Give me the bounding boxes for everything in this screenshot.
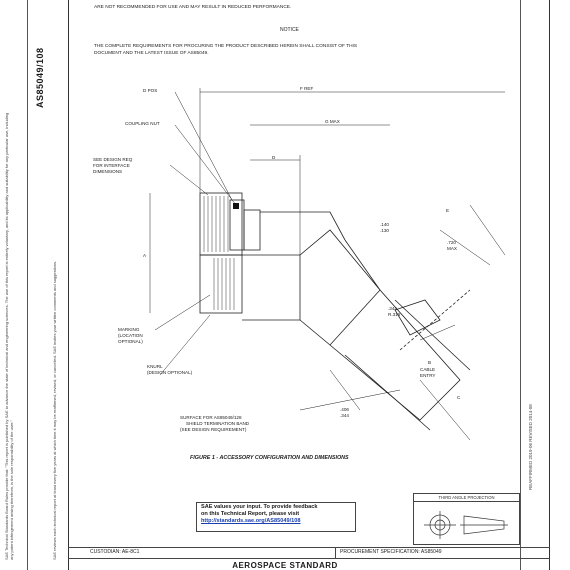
figure-caption: FIGURE 1 - ACCESSORY CONFIGURATION AND DIMENSIONS	[190, 455, 349, 461]
feedback-line-1: SAE values your input. To provide feedback	[201, 504, 318, 510]
label-c: C	[457, 395, 461, 400]
document-number: AS85049/108	[35, 47, 45, 108]
label-coupling-nut: COUPLING NUT	[125, 121, 160, 126]
label-b: B	[428, 360, 432, 365]
aerospace-standard-title: AEROSPACE STANDARD	[232, 561, 338, 570]
footer-row	[68, 547, 550, 559]
accessory-body	[242, 255, 300, 320]
label-d-pos: D POS	[143, 88, 158, 93]
label-optional: OPTIONAL)	[118, 339, 143, 344]
label-max: MAX	[447, 246, 457, 251]
label-dim-344: .344	[388, 306, 397, 311]
sae-rules-text: SAE Technical Standards Board Rules provide that: "This report is published by SAE to advance the state of technical and engineering sciences. The use of this report is entirely voluntary, and its applicability and suitability for any particular use, including any patent infringement arising therefrom, is the sole responsibility of the user."	[4, 112, 14, 560]
feedback-link[interactable]: http://standards.sae.org/AS85049/108	[201, 518, 301, 524]
label-a: A	[143, 253, 147, 258]
label-f-ref: F REF	[300, 86, 314, 91]
coupling-nut-body	[200, 193, 242, 255]
notice-body-line-2: DOCUMENT AND THE LATEST ISSUE OF AS85049.	[94, 51, 209, 56]
knurl-body	[200, 255, 242, 313]
feedback-box	[196, 502, 356, 532]
label-dimensions: DIMENSIONS	[93, 169, 123, 174]
label-e: E	[446, 208, 450, 213]
label-marking: MARKING	[118, 327, 140, 332]
label-d: D	[272, 155, 276, 160]
projection-title: THIRD ANGLE PROJECTION	[414, 495, 519, 502]
feedback-line-2: on this Technical Report, please visit	[201, 511, 300, 517]
footer-divider	[335, 547, 336, 559]
label-location: (LOCATION	[118, 333, 143, 338]
revision-history: REAFFIRMED 2019-06 REVISED 2014-08	[528, 404, 533, 490]
label-g-max: G MAX	[325, 119, 340, 124]
label-for-interface: FOR INTERFACE	[93, 163, 130, 168]
label-entry: ENTRY	[420, 373, 436, 378]
label-dim-140: .140	[380, 222, 389, 227]
label-dim-406: .406	[340, 407, 349, 412]
custodian-text: CUSTODIAN: AE-8C1	[90, 549, 140, 555]
sae-review-text: SAE reviews each technical report at least every five years at which time it may be reaffirmed, revised, or cancelled. SAE invites your written comments and suggestions.	[52, 260, 57, 560]
label-see-design-req: SEE DESIGN REQ	[93, 157, 133, 162]
notice-body-line-1: THE COMPLETE REQUIREMENTS FOR PROCURING THE PRODUCT DESCRIBED HEREIN SHALL CONSIST OF THIS	[94, 44, 358, 49]
label-dim-130: .130	[380, 228, 389, 233]
label-dim-316: R.316	[388, 312, 401, 317]
intro-line: ARE NOT RECOMMENDED FOR USE AND MAY RESULT IN REDUCED PERFORMANCE.	[94, 5, 292, 10]
label-surface-line-2: SHIELD TERMINATION BAND	[186, 421, 250, 426]
label-dim-720: .720	[447, 240, 456, 245]
label-surface-line-3: (SEE DESIGN REQUIREMENT)	[180, 427, 247, 432]
label-dim-344b: .344	[340, 413, 349, 418]
label-knurl: KNURL	[147, 364, 163, 369]
label-surface-line-1: SURFACE FOR AS85049/128	[180, 415, 242, 420]
notice-title: NOTICE	[280, 27, 299, 33]
projection-box	[413, 493, 520, 545]
label-design-optional: (DESIGN OPTIONAL)	[147, 370, 193, 375]
label-cable: CABLE	[420, 367, 436, 372]
procurement-spec-text: PROCUREMENT SPECIFICATION: AS85049	[340, 549, 442, 555]
